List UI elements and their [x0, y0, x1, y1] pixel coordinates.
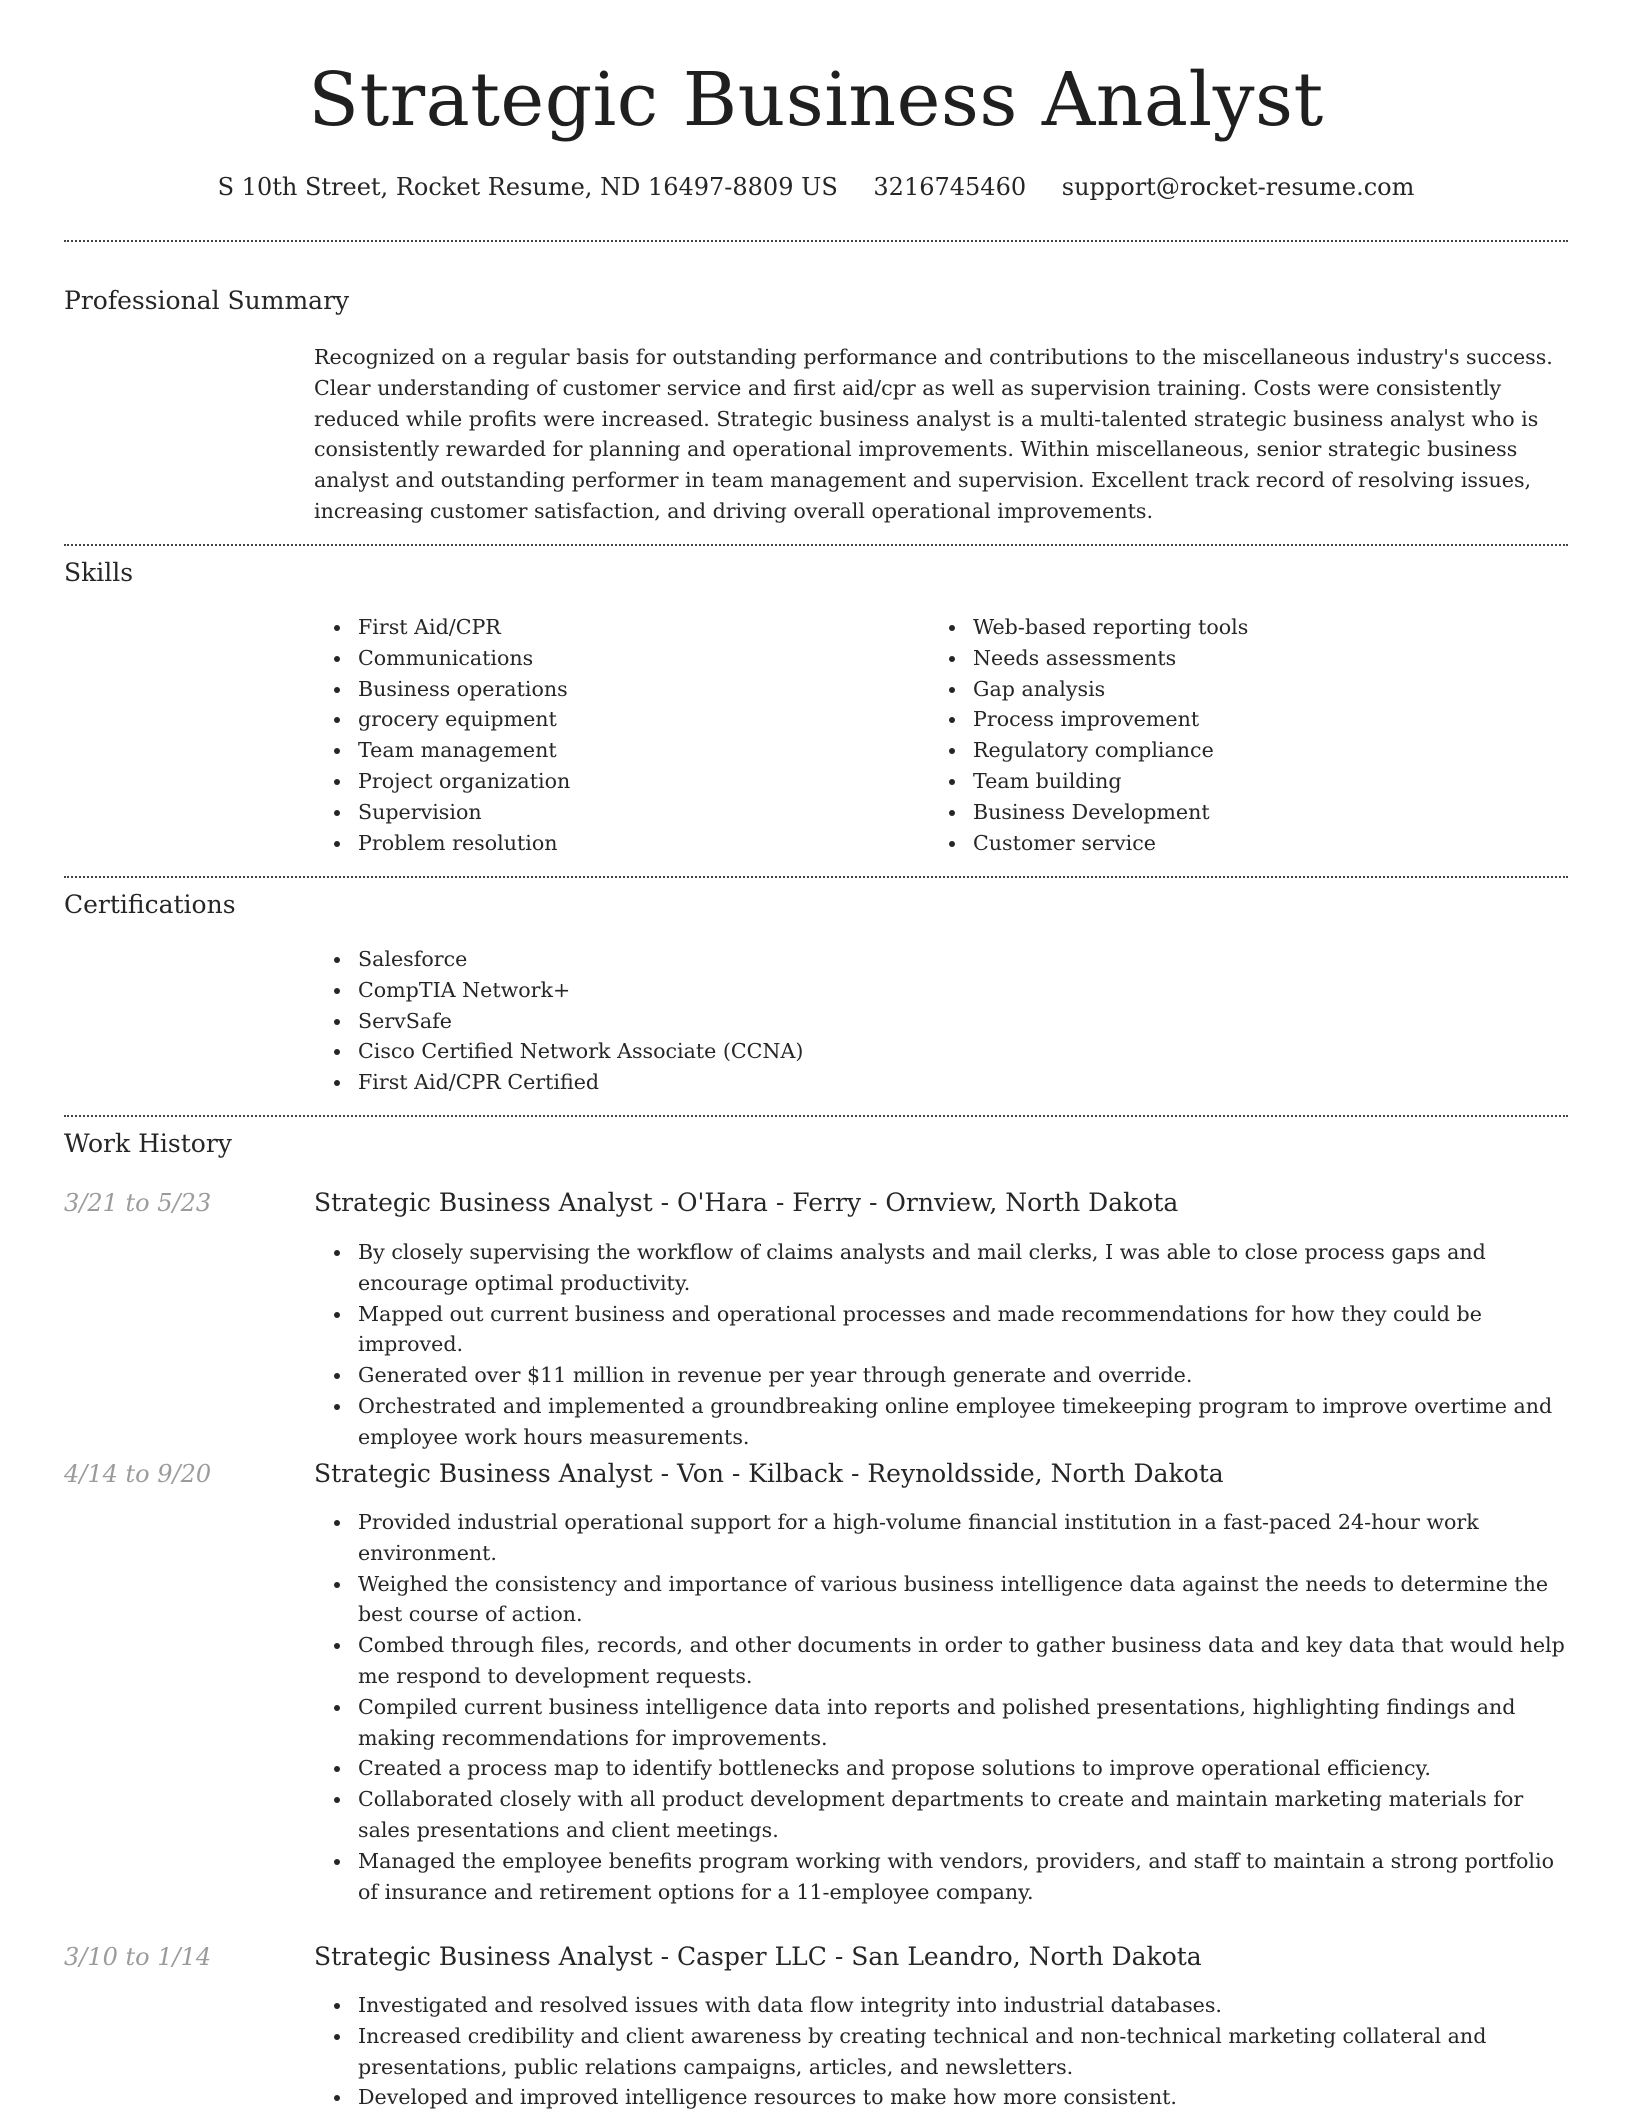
certifications-heading: Certifications	[64, 890, 236, 919]
job-bullet: Weighed the consistency and importance of various business intelligence data against the needs to determine the best course of action.	[314, 1569, 1566, 1631]
certifications-list	[314, 944, 1214, 1098]
certification-item: CompTIA Network+	[314, 975, 1214, 1006]
skill-item: Communications	[314, 643, 914, 674]
resume-name: Strategic Business Analyst	[308, 57, 1324, 143]
contact-email: support@rocket-resume.com	[1061, 173, 1415, 201]
job-bullet: Increased credibility and client awareness by creating technical and non-technical marketing collateral and presentations, public relations campaigns, articles, and newsletters.	[314, 2021, 1566, 2083]
skill-item: Web-based reporting tools	[929, 612, 1549, 643]
skill-item: grocery equipment	[314, 704, 914, 735]
skills-heading: Skills	[64, 558, 134, 587]
job-bullets	[314, 1237, 1566, 1453]
skill-item: Process improvement	[929, 704, 1549, 735]
job-bullet: Collaborated closely with all product development departments to create and maintain marketing materials for sales presentations and client meetings.	[314, 1784, 1566, 1846]
divider	[64, 876, 1568, 878]
job-bullet: Combed through files, records, and other documents in order to gather business data and key data that would help me respond to development requests.	[314, 1630, 1566, 1692]
job-bullet: Managed the employee benefits program working with vendors, providers, and staff to maintain a strong portfolio of insurance and retirement options for a 11-employee company.	[314, 1846, 1566, 1908]
certification-item: First Aid/CPR Certified	[314, 1067, 1214, 1098]
job-bullet: By closely supervising the workflow of claims analysts and mail clerks, I was able to close process gaps and encourage optimal productivity.	[314, 1237, 1566, 1299]
skill-item: Needs assessments	[929, 643, 1549, 674]
job-bullets	[314, 1990, 1566, 2112]
skill-item: Business operations	[314, 674, 914, 705]
summary-text: Recognized on a regular basis for outstanding performance and contributions to the miscellaneous industry's success. Clear understanding of customer service and first aid/cpr as well as supervision training. Costs were consistently reduced while profits were increased. Strategic business analyst is a multi-talented strategic business analyst who is consistently rewarded for planning and operational improvements. Within miscellaneous, senior strategic business analyst and outstanding performer in team management and supervision. Excellent track record of resolving issues, increasing customer satisfaction, and driving overall operational improvements.	[314, 345, 1553, 523]
skill-item: Business Development	[929, 797, 1549, 828]
skill-item: Supervision	[314, 797, 914, 828]
job-dates: 3/10 to 1/14	[64, 1943, 212, 1971]
job-title: Strategic Business Analyst - Von - Kilback - Reynoldsside, North Dakota	[314, 1459, 1224, 1488]
job-bullet: Created a process map to identify bottlenecks and propose solutions to improve operational efficiency.	[314, 1753, 1566, 1784]
contact-line	[0, 170, 1632, 204]
skill-item: Project organization	[314, 766, 914, 797]
job-bullet: Orchestrated and implemented a groundbreaking online employee timekeeping program to improve overtime and employee work hours measurements.	[314, 1391, 1566, 1453]
skill-item: Gap analysis	[929, 674, 1549, 705]
divider	[64, 544, 1568, 546]
skill-item: First Aid/CPR	[314, 612, 914, 643]
skill-item: Customer service	[929, 828, 1549, 859]
skills-list-left	[314, 612, 914, 858]
contact-address: S 10th Street, Rocket Resume, ND 16497-8809 US	[217, 173, 838, 201]
job-bullet: Mapped out current business and operational processes and made recommendations for how they could be improved.	[314, 1299, 1566, 1361]
job-bullet: Developed and improved intelligence resources to make how more consistent.	[314, 2082, 1566, 2112]
skill-item: Problem resolution	[314, 828, 914, 859]
job-dates: 4/14 to 9/20	[64, 1460, 212, 1488]
job-bullet: Compiled current business intelligence data into reports and polished presentations, highlighting findings and making recommendations for improvements.	[314, 1692, 1566, 1754]
divider	[64, 240, 1568, 242]
job-dates: 3/21 to 5/23	[64, 1189, 212, 1217]
work-history-heading: Work History	[64, 1129, 232, 1158]
certification-item: Cisco Certified Network Associate (CCNA)	[314, 1036, 1214, 1067]
contact-phone: 3216745460	[873, 173, 1027, 201]
summary-heading: Professional Summary	[64, 286, 350, 315]
job-title: Strategic Business Analyst - Casper LLC - San Leandro, North Dakota	[314, 1942, 1202, 1971]
job-bullet: Provided industrial operational support for a high-volume financial institution in a fast-paced 24-hour work environment.	[314, 1507, 1566, 1569]
job-bullet: Investigated and resolved issues with data flow integrity into industrial databases.	[314, 1990, 1566, 2021]
certification-item: Salesforce	[314, 944, 1214, 975]
skill-item: Team building	[929, 766, 1549, 797]
job-bullet: Generated over $11 million in revenue per year through generate and override.	[314, 1360, 1566, 1391]
certification-item: ServSafe	[314, 1006, 1214, 1037]
skills-list-right	[929, 612, 1549, 858]
divider	[64, 1115, 1568, 1117]
job-bullets	[314, 1507, 1566, 1907]
job-title: Strategic Business Analyst - O'Hara - Ferry - Ornview, North Dakota	[314, 1188, 1179, 1217]
skill-item: Regulatory compliance	[929, 735, 1549, 766]
skill-item: Team management	[314, 735, 914, 766]
